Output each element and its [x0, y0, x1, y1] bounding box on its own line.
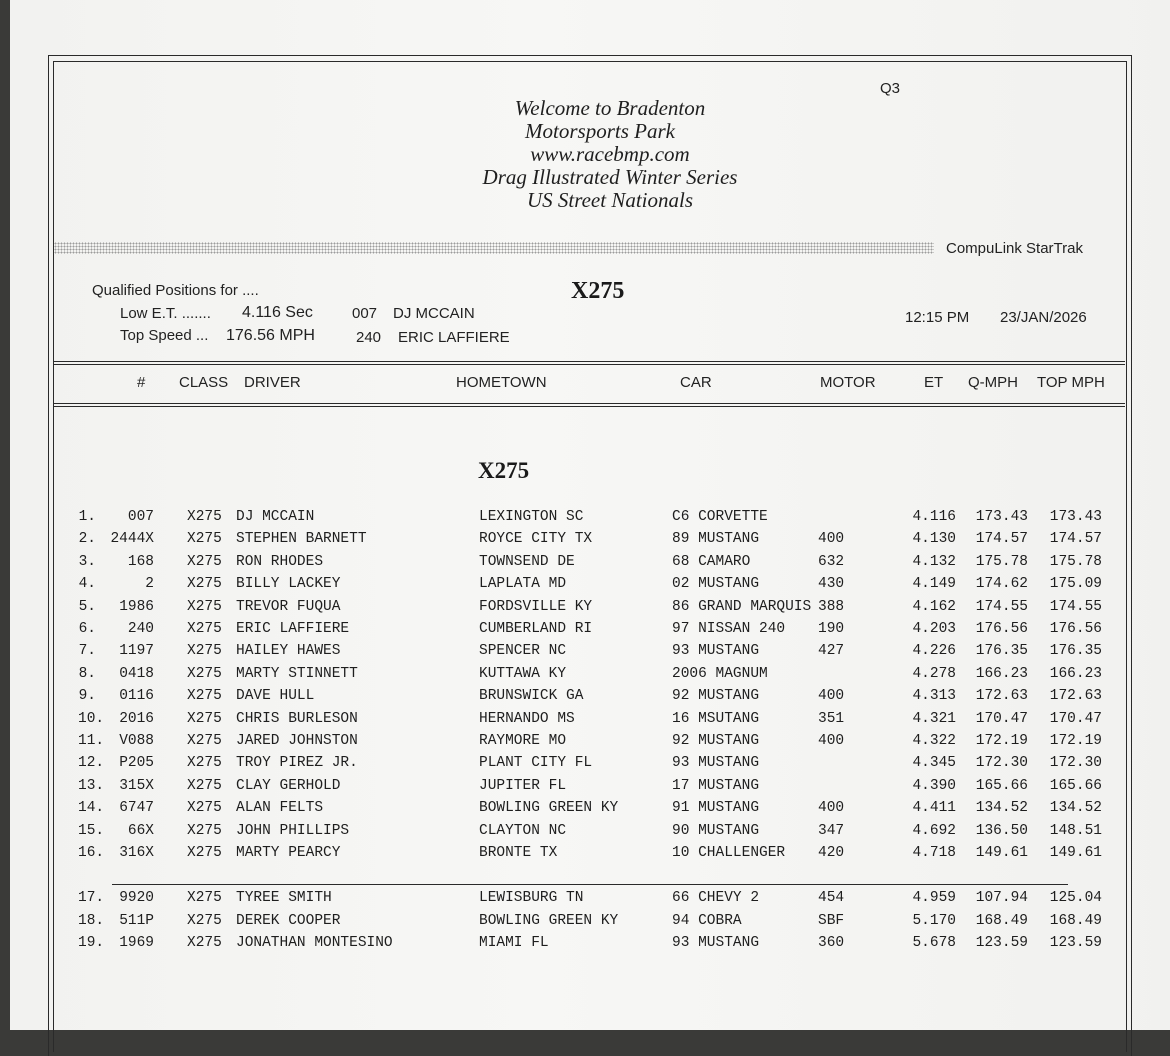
cell-car: 2006 MAGNUM — [672, 665, 768, 682]
low-et-driver: DJ MCCAIN — [393, 305, 475, 322]
cell-qmph: 134.52 — [975, 800, 1028, 817]
cell-hometown: BOWLING GREEN KY — [479, 800, 619, 817]
cell-car-number: 1969 — [119, 935, 154, 951]
cell-car: 92 MUSTANG — [672, 733, 760, 749]
col-driver: DRIVER — [244, 374, 301, 391]
cell-driver: DJ MCCAIN — [236, 509, 315, 525]
cell-driver: ALAN FELTS — [236, 800, 324, 817]
cell-motor: 400 — [818, 733, 845, 749]
cell-driver: CHRIS BURLESON — [236, 710, 358, 727]
table-row — [0, 666, 1170, 686]
cell-class: X275 — [187, 733, 222, 749]
cell-class: X275 — [187, 800, 222, 817]
cell-car-number: 007 — [127, 509, 154, 525]
col-num: # — [137, 374, 146, 391]
cell-hometown: ROYCE CITY TX — [479, 531, 593, 548]
table-row — [0, 845, 1170, 865]
cell-top-mph: 173.43 — [1049, 509, 1102, 525]
cell-driver: TYREE SMITH — [236, 890, 332, 906]
cell-position: 13. — [78, 777, 105, 794]
cell-position: 10. — [78, 710, 105, 727]
cell-car-number: 6747 — [119, 800, 154, 817]
round-label: Q3 — [880, 80, 901, 97]
welcome-line-5: US Street Nationals — [526, 188, 694, 212]
cell-class: X275 — [187, 845, 222, 861]
col-motor: MOTOR — [820, 374, 876, 391]
cell-motor: 388 — [818, 598, 845, 615]
cell-top-mph: 176.56 — [1049, 621, 1102, 637]
cell-motor: 400 — [818, 531, 845, 548]
cell-et: 4.203 — [912, 621, 956, 637]
cell-driver: HAILEY HAWES — [236, 643, 341, 660]
cell-hometown: TOWNSEND DE — [479, 553, 575, 570]
table-row — [0, 509, 1170, 529]
cell-top-mph: 172.63 — [1049, 688, 1102, 705]
cell-qmph: 172.63 — [975, 688, 1028, 705]
cell-hometown: CUMBERLAND RI — [479, 621, 593, 637]
cell-driver: DAVE HULL — [236, 688, 315, 705]
cell-class: X275 — [187, 598, 222, 615]
cell-class: X275 — [187, 822, 222, 839]
cell-position: 11. — [78, 733, 105, 749]
col-car: CAR — [680, 374, 712, 391]
cell-position: 6. — [78, 621, 96, 637]
cell-hometown: HERNANDO MS — [479, 710, 575, 727]
cell-et: 4.718 — [912, 845, 956, 861]
cell-driver: DEREK COOPER — [236, 912, 341, 929]
cell-et: 5.678 — [912, 935, 956, 951]
cell-car-number: V088 — [119, 733, 154, 749]
cell-et: 4.322 — [912, 733, 956, 749]
cell-motor: 430 — [818, 576, 845, 593]
table-row — [0, 800, 1170, 820]
cell-et: 4.162 — [912, 598, 956, 615]
col-top-mph: TOP MPH — [1037, 374, 1105, 391]
cell-qmph: 172.19 — [975, 733, 1028, 749]
cell-driver: MARTY PEARCY — [236, 845, 341, 861]
cell-car: 90 MUSTANG — [672, 822, 760, 839]
dotted-separator — [54, 242, 934, 254]
cell-et: 4.411 — [912, 800, 956, 817]
cell-driver: TROY PIREZ JR. — [236, 755, 358, 772]
cell-et: 4.390 — [912, 777, 956, 794]
cell-class: X275 — [187, 912, 222, 929]
col-et: ET — [924, 374, 944, 391]
cell-hometown: PLANT CITY FL — [479, 755, 593, 772]
cell-top-mph: 125.04 — [1049, 890, 1102, 906]
table-row — [0, 554, 1170, 574]
cell-car: C6 CORVETTE — [672, 509, 768, 525]
top-speed-value: 176.56 MPH — [226, 327, 315, 344]
cell-top-mph: 148.51 — [1049, 822, 1102, 839]
cell-et: 4.226 — [912, 643, 956, 660]
cell-hometown: BOWLING GREEN KY — [479, 912, 619, 929]
cell-car-number: 511P — [119, 912, 154, 929]
cell-qmph: 174.55 — [975, 598, 1028, 615]
cell-class: X275 — [187, 643, 222, 660]
table-row — [0, 733, 1170, 753]
table-row — [0, 755, 1170, 775]
welcome-line-3: www.racebmp.com — [530, 142, 690, 166]
cell-top-mph: 176.35 — [1049, 643, 1102, 660]
cell-position: 16. — [78, 845, 105, 861]
section-title: X275 — [478, 458, 530, 483]
track-header — [420, 97, 800, 212]
cell-top-mph: 172.19 — [1049, 733, 1102, 749]
cell-qmph: 107.94 — [975, 890, 1028, 906]
cell-top-mph: 174.57 — [1049, 531, 1102, 548]
cell-class: X275 — [187, 935, 222, 951]
cell-car-number: 2444X — [110, 531, 154, 548]
cell-top-mph: 172.30 — [1049, 755, 1102, 772]
cell-driver: BILLY LACKEY — [236, 576, 341, 593]
cell-qmph: 174.57 — [975, 531, 1028, 548]
cell-car-number: 1986 — [119, 598, 154, 615]
cell-position: 18. — [78, 912, 105, 929]
cell-hometown: FORDSVILLE KY — [479, 598, 593, 615]
table-row — [0, 643, 1170, 663]
table-row — [0, 688, 1170, 708]
cell-motor: 427 — [818, 643, 845, 660]
cell-driver: ERIC LAFFIERE — [236, 621, 350, 637]
cell-car-number: P205 — [119, 755, 154, 772]
cell-motor: 190 — [818, 621, 845, 637]
cell-hometown: LEWISBURG TN — [479, 890, 584, 906]
cell-car: 16 MSUTANG — [672, 710, 760, 727]
cell-et: 4.116 — [912, 509, 956, 525]
cell-class: X275 — [187, 688, 222, 705]
cell-position: 3. — [78, 553, 96, 570]
cell-position: 14. — [78, 800, 105, 817]
header-rule-top-2 — [53, 364, 1125, 365]
cell-car-number: 0116 — [119, 688, 154, 705]
cell-qmph: 136.50 — [975, 822, 1028, 839]
cell-driver: JOHN PHILLIPS — [236, 822, 350, 839]
cell-motor: 400 — [818, 688, 845, 705]
table-row — [0, 823, 1170, 843]
table-row — [0, 935, 1170, 955]
cell-hometown: SPENCER NC — [479, 643, 567, 660]
cell-car-number: 168 — [127, 553, 154, 570]
cell-qmph: 170.47 — [975, 710, 1028, 727]
print-time: 12:15 PM — [905, 309, 970, 326]
qualified-label: Qualified Positions for .... — [92, 282, 259, 299]
cell-top-mph: 149.61 — [1049, 845, 1102, 861]
cell-qmph: 176.35 — [975, 643, 1028, 660]
qualifying-cut-line — [112, 884, 1068, 885]
cell-class: X275 — [187, 553, 222, 570]
cell-qmph: 172.30 — [975, 755, 1028, 772]
cell-hometown: BRONTE TX — [479, 845, 558, 861]
table-row — [0, 778, 1170, 798]
cell-class: X275 — [187, 621, 222, 637]
cell-top-mph: 175.78 — [1049, 553, 1102, 570]
cell-car-number: 66X — [127, 822, 154, 839]
cell-et: 4.149 — [912, 576, 956, 593]
cell-qmph: 175.78 — [975, 553, 1028, 570]
timing-system-label: CompuLink StarTrak — [946, 240, 1083, 257]
cell-car-number: 2 — [145, 576, 154, 593]
cell-class: X275 — [187, 509, 222, 525]
cell-position: 7. — [78, 643, 96, 660]
cell-et: 4.132 — [912, 553, 956, 570]
cell-hometown: LEXINGTON SC — [479, 509, 584, 525]
cell-motor: SBF — [818, 912, 845, 929]
cell-car: 92 MUSTANG — [672, 688, 760, 705]
cell-motor: 420 — [818, 845, 845, 861]
cell-qmph: 174.62 — [975, 576, 1028, 593]
cell-car: 97 NISSAN 240 — [672, 621, 786, 637]
cell-et: 4.130 — [912, 531, 956, 548]
cell-top-mph: 170.47 — [1049, 710, 1102, 727]
top-speed-driver: ERIC LAFFIERE — [398, 329, 510, 346]
cell-class: X275 — [187, 890, 222, 906]
cell-car: 94 COBRA — [672, 912, 742, 929]
cell-motor: 400 — [818, 800, 845, 817]
cell-car-number: 9920 — [119, 890, 154, 906]
cell-class: X275 — [187, 777, 222, 794]
welcome-line-1: Welcome to Bradenton — [514, 96, 706, 120]
table-row — [0, 599, 1170, 619]
cell-car: 02 MUSTANG — [672, 576, 760, 593]
header-rule-bottom-1 — [53, 403, 1125, 404]
cell-car-number: 0418 — [119, 665, 154, 682]
table-row — [0, 913, 1170, 933]
table-row — [0, 711, 1170, 731]
cell-car: 66 CHEVY 2 — [672, 890, 760, 906]
cell-qmph: 176.56 — [975, 621, 1028, 637]
col-hometown: HOMETOWN — [456, 374, 547, 391]
cell-car: 93 MUSTANG — [672, 935, 760, 951]
cell-et: 4.321 — [912, 710, 956, 727]
cell-class: X275 — [187, 531, 222, 548]
cell-car-number: 315X — [119, 777, 154, 794]
cell-car: 68 CAMARO — [672, 553, 751, 570]
cell-hometown: KUTTAWA KY — [479, 665, 567, 682]
cell-position: 5. — [78, 598, 96, 615]
cell-driver: MARTY STINNETT — [236, 665, 358, 682]
cell-hometown: BRUNSWICK GA — [479, 688, 584, 705]
cell-qmph: 149.61 — [975, 845, 1028, 861]
table-row — [0, 531, 1170, 551]
table-row — [0, 621, 1170, 641]
cell-et: 4.959 — [912, 890, 956, 906]
print-date: 23/JAN/2026 — [1000, 309, 1087, 326]
cell-top-mph: 134.52 — [1049, 800, 1102, 817]
cell-position: 12. — [78, 755, 105, 772]
cell-driver: RON RHODES — [236, 553, 324, 570]
cell-car: 17 MUSTANG — [672, 777, 760, 794]
cell-class: X275 — [187, 710, 222, 727]
top-speed-car-number: 240 — [356, 329, 382, 346]
cell-position: 1. — [78, 509, 96, 525]
cell-qmph: 123.59 — [975, 935, 1028, 951]
cell-motor: 351 — [818, 710, 845, 727]
cell-driver: STEPHEN BARNETT — [236, 531, 367, 548]
cell-position: 9. — [78, 688, 96, 705]
class-title: X275 — [571, 278, 625, 304]
header-rule-top-1 — [53, 361, 1125, 362]
cell-motor: 347 — [818, 822, 845, 839]
cell-top-mph: 165.66 — [1049, 777, 1102, 794]
cell-qmph: 166.23 — [975, 665, 1028, 682]
cell-motor: 454 — [818, 890, 845, 906]
cell-motor: 632 — [818, 553, 845, 570]
cell-top-mph: 168.49 — [1049, 912, 1102, 929]
cell-driver: JONATHAN MONTESINO — [236, 935, 393, 951]
cell-motor: 360 — [818, 935, 845, 951]
cell-position: 2. — [78, 531, 96, 548]
cell-et: 4.313 — [912, 688, 956, 705]
cell-qmph: 173.43 — [975, 509, 1028, 525]
col-qmph: Q-MPH — [968, 374, 1018, 391]
cell-car: 89 MUSTANG — [672, 531, 760, 548]
cell-class: X275 — [187, 755, 222, 772]
table-row — [0, 890, 1170, 910]
cell-et: 5.170 — [912, 912, 956, 929]
cell-driver: JARED JOHNSTON — [236, 733, 358, 749]
cell-position: 8. — [78, 665, 96, 682]
cell-hometown: MIAMI FL — [479, 935, 549, 951]
cell-position: 17. — [78, 890, 105, 906]
cell-et: 4.692 — [912, 822, 956, 839]
cell-car-number: 316X — [119, 845, 154, 861]
cell-et: 4.278 — [912, 665, 956, 682]
cell-qmph: 165.66 — [975, 777, 1028, 794]
col-class: CLASS — [179, 374, 229, 391]
welcome-line-4: Drag Illustrated Winter Series — [482, 165, 738, 189]
cell-top-mph: 123.59 — [1049, 935, 1102, 951]
low-et-value: 4.116 Sec — [242, 304, 313, 321]
header-rule-bottom-2 — [53, 406, 1125, 407]
cell-car-number: 1197 — [119, 643, 154, 660]
cell-hometown: RAYMORE MO — [479, 733, 567, 749]
cell-position: 19. — [78, 935, 105, 951]
cell-car-number: 2016 — [119, 710, 154, 727]
cell-hometown: CLAYTON NC — [479, 822, 567, 839]
cell-hometown: JUPITER FL — [479, 777, 567, 794]
cell-car-number: 240 — [127, 621, 154, 637]
cell-position: 15. — [78, 822, 105, 839]
cell-driver: TREVOR FUQUA — [236, 598, 341, 615]
cell-car: 91 MUSTANG — [672, 800, 760, 817]
cell-et: 4.345 — [912, 755, 956, 772]
cell-class: X275 — [187, 576, 222, 593]
low-et-car-number: 007 — [352, 305, 378, 322]
low-et-label: Low E.T. ....... — [120, 305, 211, 322]
table-row — [0, 576, 1170, 596]
cell-qmph: 168.49 — [975, 912, 1028, 929]
cell-car: 93 MUSTANG — [672, 755, 760, 772]
cell-top-mph: 166.23 — [1049, 665, 1102, 682]
cell-top-mph: 174.55 — [1049, 598, 1102, 615]
top-speed-label: Top Speed ... — [120, 327, 209, 344]
cell-driver: CLAY GERHOLD — [236, 777, 341, 794]
cell-class: X275 — [187, 665, 222, 682]
cell-top-mph: 175.09 — [1049, 576, 1102, 593]
cell-hometown: LAPLATA MD — [479, 576, 567, 593]
cell-car: 86 GRAND MARQUIS — [672, 598, 812, 615]
cell-car: 10 CHALLENGER — [672, 845, 786, 861]
cell-position: 4. — [78, 576, 96, 593]
welcome-line-2: Motorsports Park — [525, 119, 675, 143]
cell-car: 93 MUSTANG — [672, 643, 760, 660]
